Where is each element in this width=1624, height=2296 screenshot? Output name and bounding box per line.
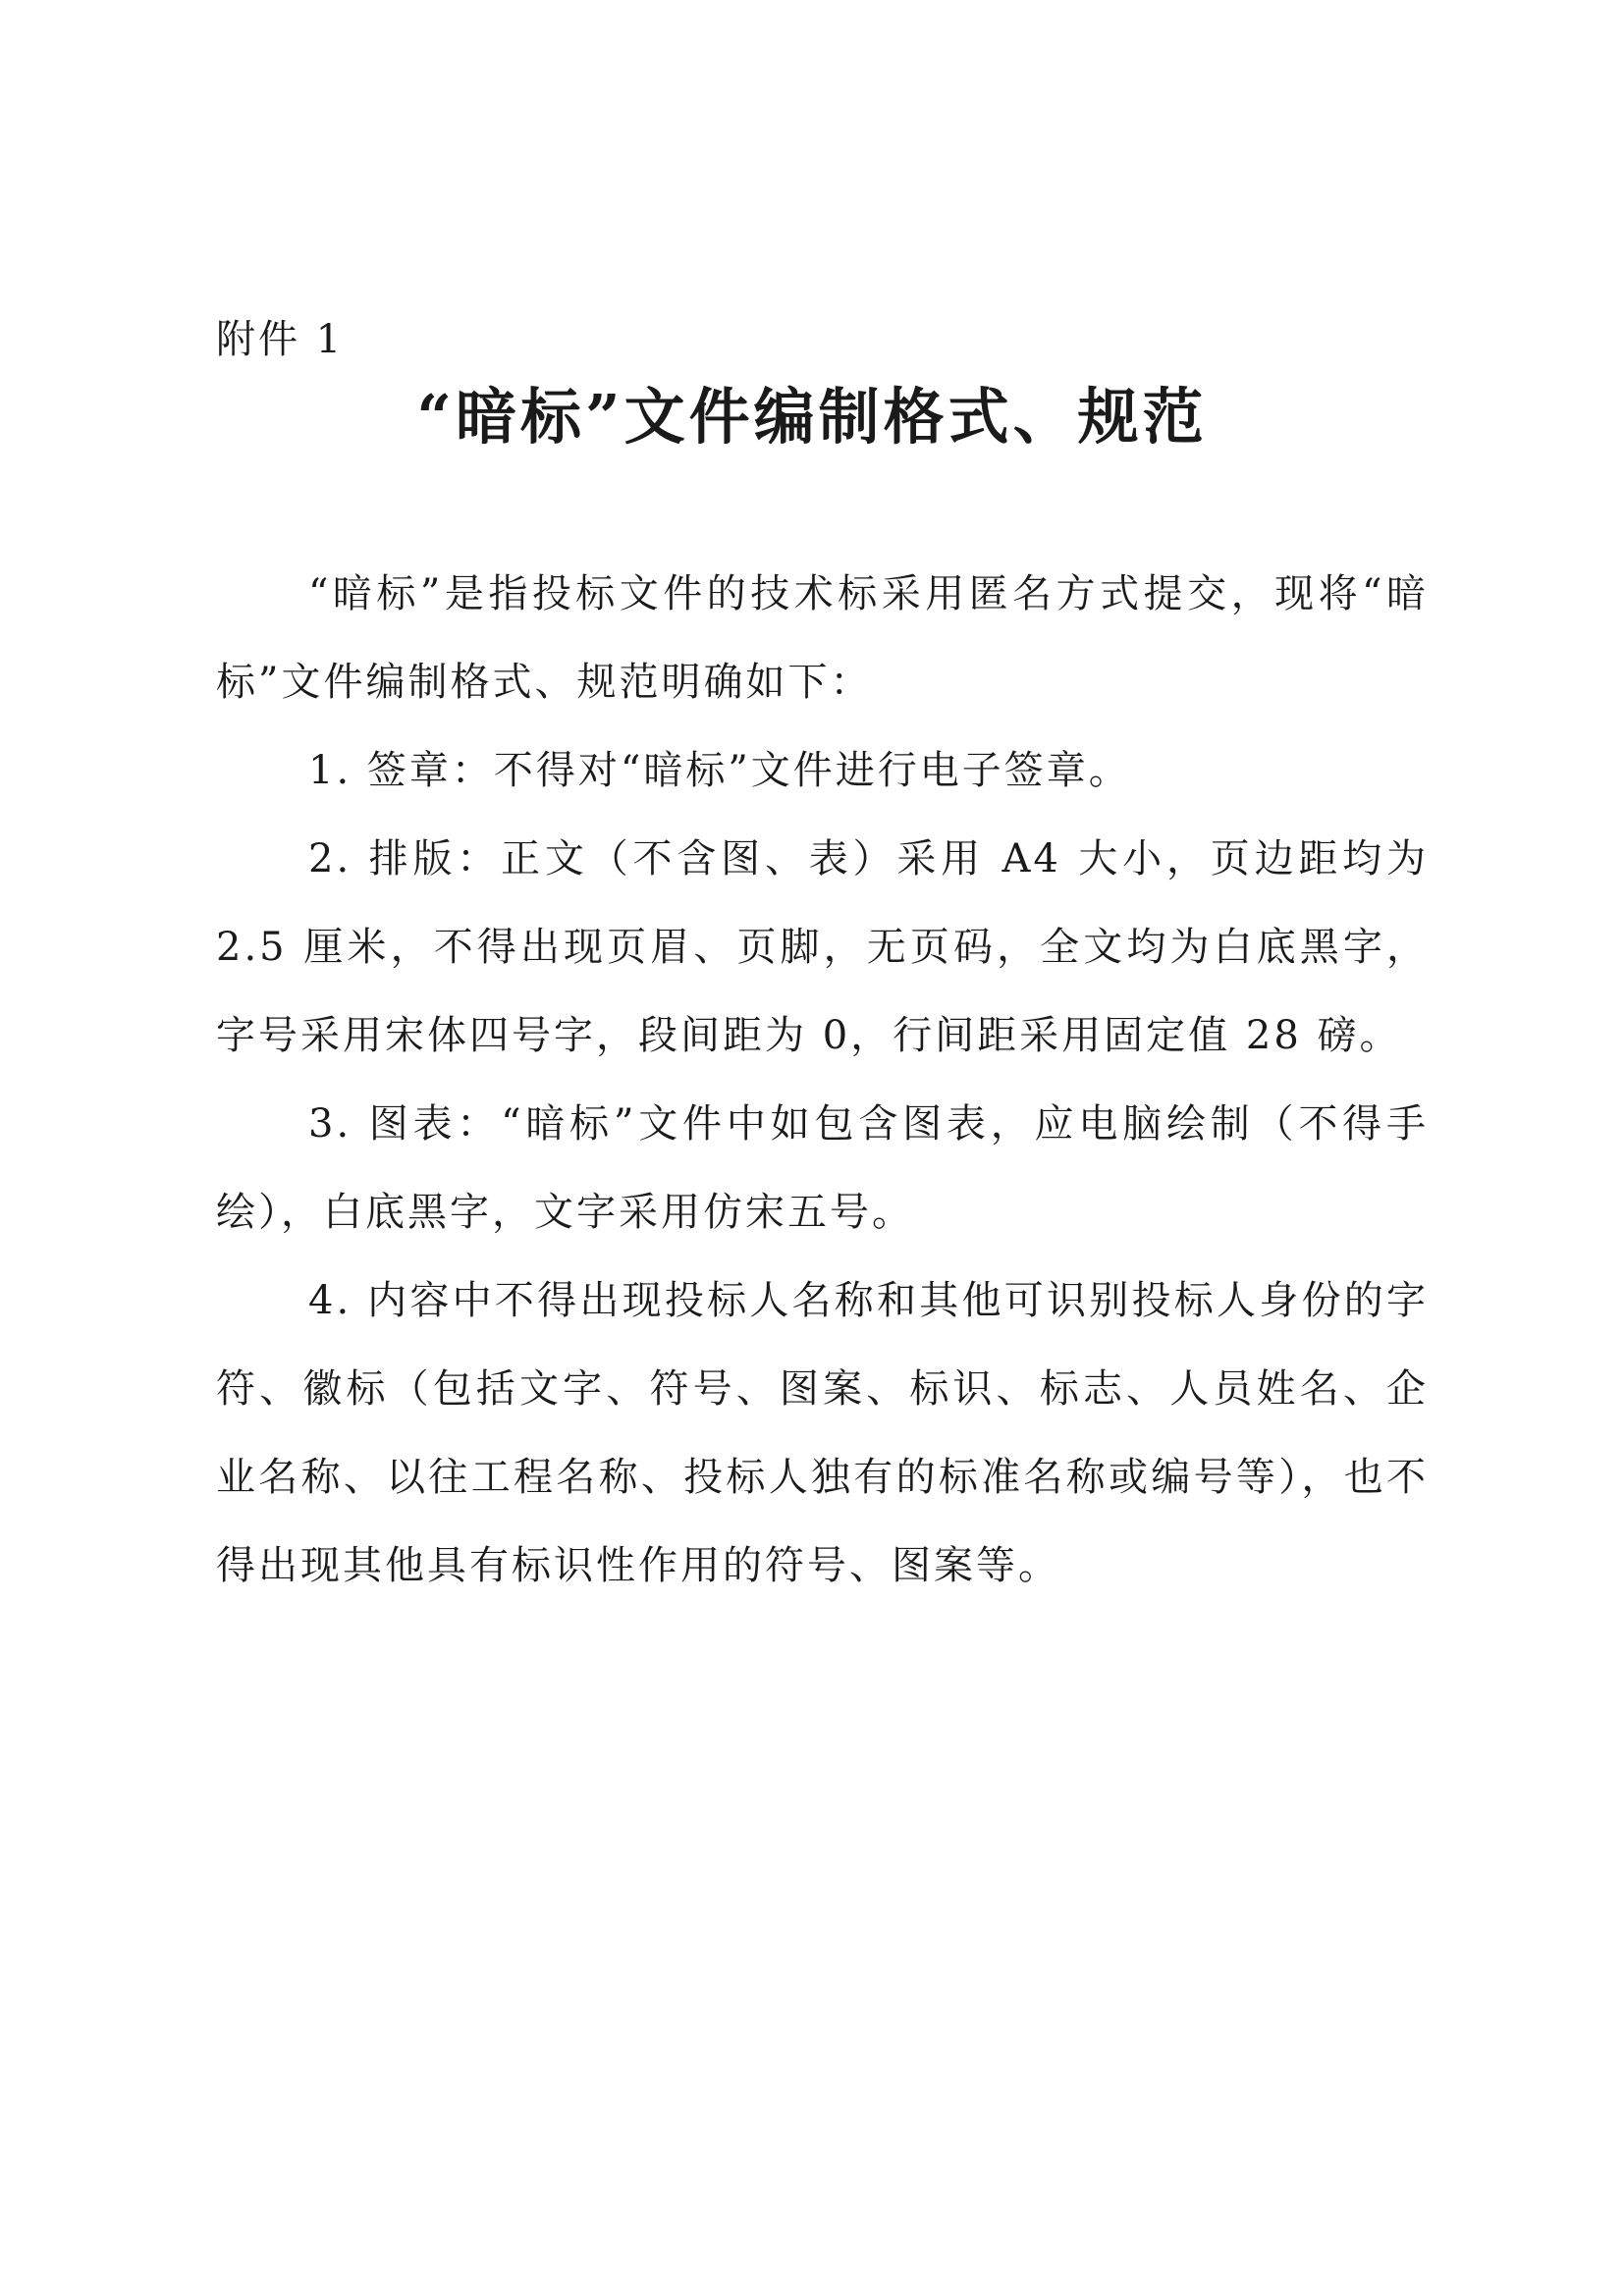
document-body [216, 550, 1429, 1610]
intro-paragraph: “暗标”是指投标文件的技术标采用匿名方式提交，现将“暗标”文件编制格式、规范明确如下： [216, 571, 1429, 705]
rule-content-paragraph: 4. 内容中不得出现投标人名称和其他可识别投标人身份的字符、徽标（包括文字、符号、图案、标识、标志、人员姓名、企业名称、以往工程名称、投标人独有的标准名称或编号等），也不得出现其他具有标识性作用的符号、图案等。 [216, 1278, 1429, 1588]
rule-charts-paragraph: 3. 图表：“暗标”文件中如包含图表，应电脑绘制（不得手绘），白底黑字，文字采用仿宋五号。 [216, 1101, 1429, 1235]
document-title: “暗标”文件编制格式、规范 [416, 381, 1208, 453]
rule-layout-paragraph: 2. 排版：正文（不含图、表）采用 A4 大小，页边距均为 2.5 厘米，不得出现页眉、页脚，无页码，全文均为白底黑字，字号采用宋体四号字，段间距为 0，行间距采用固定值 28 磅。 [216, 836, 1429, 1058]
attachment-label: 附件 1 [216, 317, 345, 362]
rule-signature-paragraph: 1. 签章：不得对“暗标”文件进行电子签章。 [308, 748, 1131, 793]
